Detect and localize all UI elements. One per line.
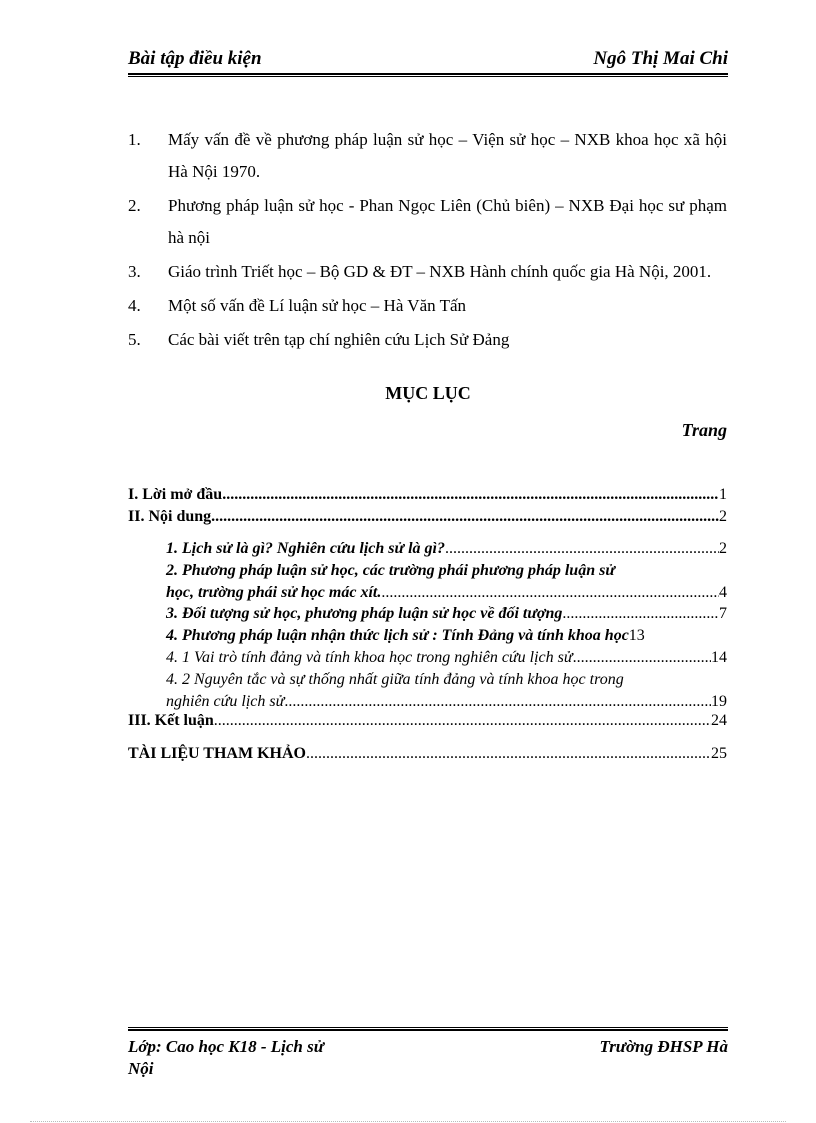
footer-class (128, 1036, 368, 1080)
header-author: Ngô Thị Mai Chi (593, 48, 728, 69)
reference-text: Phương pháp luận sử học - Phan Ngọc Liên (Chủ biên) – NXB Đại học sư phạm hà nội (168, 196, 727, 247)
toc-entry-page: 25 (711, 745, 727, 762)
toc-leader (211, 506, 719, 528)
reference-item (128, 124, 727, 188)
reference-text: Một số vấn đề Lí luận sử học – Hà Văn Tấn (168, 296, 467, 315)
toc-leader (562, 603, 719, 625)
reference-text: Mấy vấn đề về phương pháp luận sử học – Viện sử học – NXB khoa học xã hội Hà Nội 1970. (168, 130, 727, 181)
reference-number: 5. (128, 330, 141, 349)
toc-entry[interactable] (128, 710, 727, 732)
reference-item (128, 324, 727, 356)
header-rule (128, 73, 728, 75)
toc-entry-page: 14 (711, 649, 727, 666)
footer-rule-thin (128, 1027, 728, 1028)
toc-leader (573, 647, 711, 669)
toc-entry[interactable] (166, 538, 727, 560)
toc-entry-page: 1 (719, 486, 727, 503)
toc-entry-page: 4 (719, 584, 727, 601)
toc-entry-text: 2. Phương pháp luận sử học, các trường phái phương pháp luận sử (166, 562, 615, 579)
toc-entry-text: 4. 1 Vai trò tính đảng và tính khoa học trong nghiên cứu lịch sử (166, 649, 573, 666)
reference-number: 1. (128, 130, 141, 149)
header-rule-thin (128, 76, 728, 77)
toc-entry[interactable] (166, 647, 727, 669)
toc-entry-text: III. Kết luận (128, 712, 214, 729)
toc-entry-text-cont: nghiên cứu lịch sử (166, 693, 285, 710)
toc-entry[interactable] (128, 743, 727, 765)
toc-leader (214, 710, 711, 732)
toc-entry-text: 4. 2 Nguyên tắc và sự thống nhất giữa tính đảng và tính khoa học trong (166, 671, 624, 688)
toc-entry-page: 24 (711, 712, 727, 729)
footer-school: Trường ĐHSP Hà (599, 1037, 728, 1056)
reference-text: Các bài viết trên tạp chí nghiên cứu Lịch Sử Đảng (168, 330, 510, 349)
toc-entry-page: 13 (628, 627, 645, 644)
toc-leader (445, 538, 719, 560)
toc-entry-text: II. Nội dung (128, 508, 212, 525)
footer-class-line2: Nội (128, 1059, 154, 1078)
reference-number: 4. (128, 296, 141, 315)
toc-entry-text: 3. Đối tượng sử học, phương pháp luận sử học về đối tượng (166, 605, 563, 622)
toc-entry[interactable] (166, 560, 727, 604)
footer-class-line1: Lớp: Cao học K18 - Lịch sử (128, 1037, 324, 1056)
toc-page-label: Trang (681, 420, 727, 440)
toc-entry-text: I. Lời mở đầu (128, 486, 223, 503)
toc-entry-page: 19 (711, 693, 727, 710)
toc-leader (306, 743, 711, 765)
toc-entry-text-cont: học, trường phái sử học mác xít. (166, 584, 382, 601)
toc-entry-text: 4. Phương pháp luận nhận thức lịch sử : Tính Đảng và tính khoa học (166, 627, 629, 644)
toc-entry[interactable] (166, 603, 727, 625)
reference-number: 3. (128, 262, 141, 281)
toc-entry-text: 1. Lịch sử là gì? Nghiên cứu lịch sử là gì? (166, 540, 445, 557)
toc-leader (381, 582, 719, 604)
reference-text: Giáo trình Triết học – Bộ GD & ĐT – NXB Hành chính quốc gia Hà Nội, 2001. (168, 262, 712, 281)
page-header (128, 48, 728, 72)
toc-leader (222, 484, 719, 506)
reference-number: 2. (128, 196, 141, 215)
header-title: Bài tập điều kiện (128, 48, 262, 69)
toc-title: MỤC LỤC (385, 383, 471, 403)
toc-entry-page: 2 (719, 508, 727, 525)
toc-entry-page: 7 (719, 605, 727, 622)
page-edge-divider (30, 1121, 786, 1122)
toc-entry[interactable] (128, 506, 727, 528)
toc-entry-page: 2 (719, 540, 727, 557)
toc-entry[interactable] (128, 484, 727, 506)
toc-entry-text: TÀI LIỆU THAM KHẢO (128, 745, 306, 762)
reference-list (128, 124, 727, 358)
toc-entry[interactable] (166, 669, 727, 713)
reference-item (128, 290, 727, 322)
reference-item (128, 256, 727, 288)
reference-item (128, 190, 727, 254)
footer-rule (128, 1029, 728, 1031)
toc-entry[interactable] (166, 625, 727, 647)
